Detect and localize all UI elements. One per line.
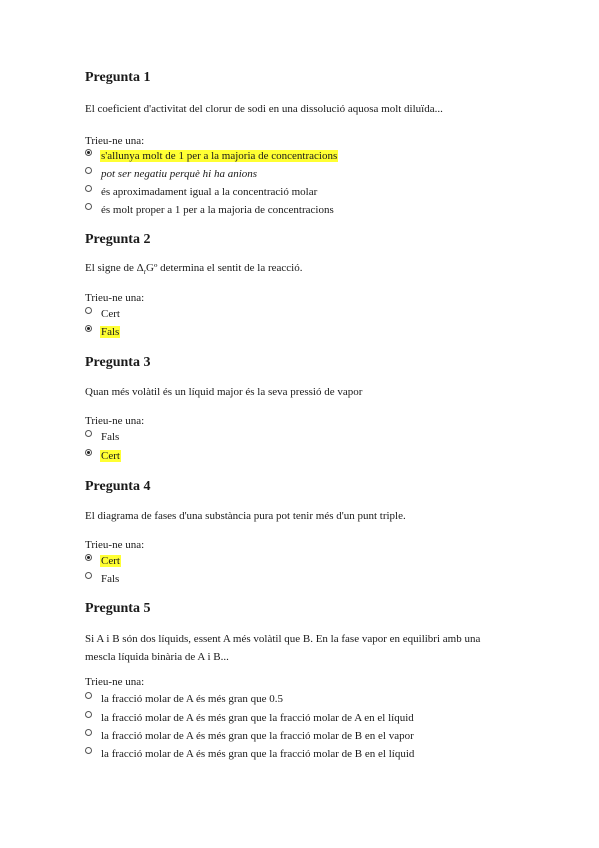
option-label: Fals bbox=[101, 573, 120, 585]
question-1-option-4[interactable] bbox=[85, 202, 335, 218]
radio-unselected-icon[interactable] bbox=[85, 729, 92, 736]
question-1-title: Pregunta 1 bbox=[85, 70, 151, 85]
radio-unselected-icon[interactable] bbox=[85, 747, 92, 754]
question-2-title: Pregunta 2 bbox=[85, 232, 151, 247]
option-label: és aproximadament igual a la concentració molar bbox=[101, 186, 318, 198]
question-4-option-1[interactable] bbox=[85, 553, 121, 569]
radio-selected-icon[interactable] bbox=[85, 554, 92, 561]
question-5-option-3[interactable] bbox=[85, 728, 415, 744]
radio-unselected-icon[interactable] bbox=[85, 692, 92, 699]
radio-unselected-icon[interactable] bbox=[85, 307, 92, 314]
option-label: s'allunya molt de 1 per a la majoria de concentracions bbox=[101, 150, 338, 162]
option-label: la fracció molar de A és més gran que la fracció molar de B en el líquid bbox=[101, 748, 415, 760]
radio-unselected-icon[interactable] bbox=[85, 185, 92, 192]
question-2-text bbox=[85, 259, 505, 281]
option-label: Cert bbox=[101, 555, 120, 567]
question-5-prompt: Trieu-ne una: bbox=[85, 676, 145, 688]
question-4-option-2[interactable] bbox=[85, 571, 120, 587]
radio-unselected-icon[interactable] bbox=[85, 430, 92, 437]
radio-unselected-icon[interactable] bbox=[85, 167, 92, 174]
radio-selected-icon[interactable] bbox=[85, 449, 92, 456]
option-label: la fracció molar de A és més gran que 0.5 bbox=[101, 693, 284, 705]
option-label: la fracció molar de A és més gran que la fracció molar de B en el vapor bbox=[101, 730, 414, 742]
radio-unselected-icon[interactable] bbox=[85, 572, 92, 579]
question-2-prompt: Trieu-ne una: bbox=[85, 292, 145, 304]
question-5-option-2[interactable] bbox=[85, 710, 415, 726]
option-label: Cert bbox=[101, 450, 120, 462]
question-1-option-3[interactable] bbox=[85, 184, 318, 200]
question-1-prompt: Trieu-ne una: bbox=[85, 135, 145, 147]
question-1-option-2[interactable] bbox=[85, 166, 258, 182]
question-3-text: Quan més volàtil és un líquid major és la seva pressió de vapor bbox=[85, 386, 363, 398]
option-label: la fracció molar de A és més gran que la fracció molar de A en el líquid bbox=[101, 712, 414, 724]
question-2-option-1[interactable] bbox=[85, 306, 121, 322]
question-4-title: Pregunta 4 bbox=[85, 479, 151, 494]
radio-selected-icon[interactable] bbox=[85, 325, 92, 332]
question-2-text-a: El signe de Δ bbox=[85, 262, 144, 274]
radio-unselected-icon[interactable] bbox=[85, 203, 92, 210]
question-1-option-1[interactable] bbox=[85, 148, 338, 164]
option-label: Fals bbox=[101, 431, 120, 443]
question-5-text: Si A i B són dos líquids, essent A més volàtil que B. En la fase vapor en equilibri amb una mescla líquida binària de A i B... bbox=[85, 633, 481, 663]
question-2-text-b: Gº determina el sentit de la reacció. bbox=[146, 262, 303, 274]
question-5-option-1[interactable] bbox=[85, 691, 284, 707]
question-3-prompt: Trieu-ne una: bbox=[85, 415, 145, 427]
radio-unselected-icon[interactable] bbox=[85, 711, 92, 718]
option-label: pot ser negatiu perquè hi ha anions bbox=[101, 168, 258, 180]
question-3-option-1[interactable] bbox=[85, 429, 120, 445]
question-5-title: Pregunta 5 bbox=[85, 601, 151, 616]
option-label: és molt proper a 1 per a la majoria de concentracions bbox=[101, 204, 334, 216]
question-2-option-2[interactable] bbox=[85, 324, 120, 340]
question-5-option-4[interactable] bbox=[85, 746, 415, 762]
question-2-text-sub: r bbox=[143, 268, 147, 277]
question-3-title: Pregunta 3 bbox=[85, 355, 151, 370]
question-1-text: El coeficient d'activitat del clorur de sodi en una dissolució aquosa molt diluïda... bbox=[85, 103, 443, 115]
question-3-option-2[interactable] bbox=[85, 448, 121, 464]
option-label: Fals bbox=[101, 326, 120, 338]
option-label: Cert bbox=[101, 308, 120, 320]
radio-selected-icon[interactable] bbox=[85, 149, 92, 156]
question-4-text: El diagrama de fases d'una substància pura pot tenir més d'un punt triple. bbox=[85, 510, 406, 522]
question-4-prompt: Trieu-ne una: bbox=[85, 539, 145, 551]
